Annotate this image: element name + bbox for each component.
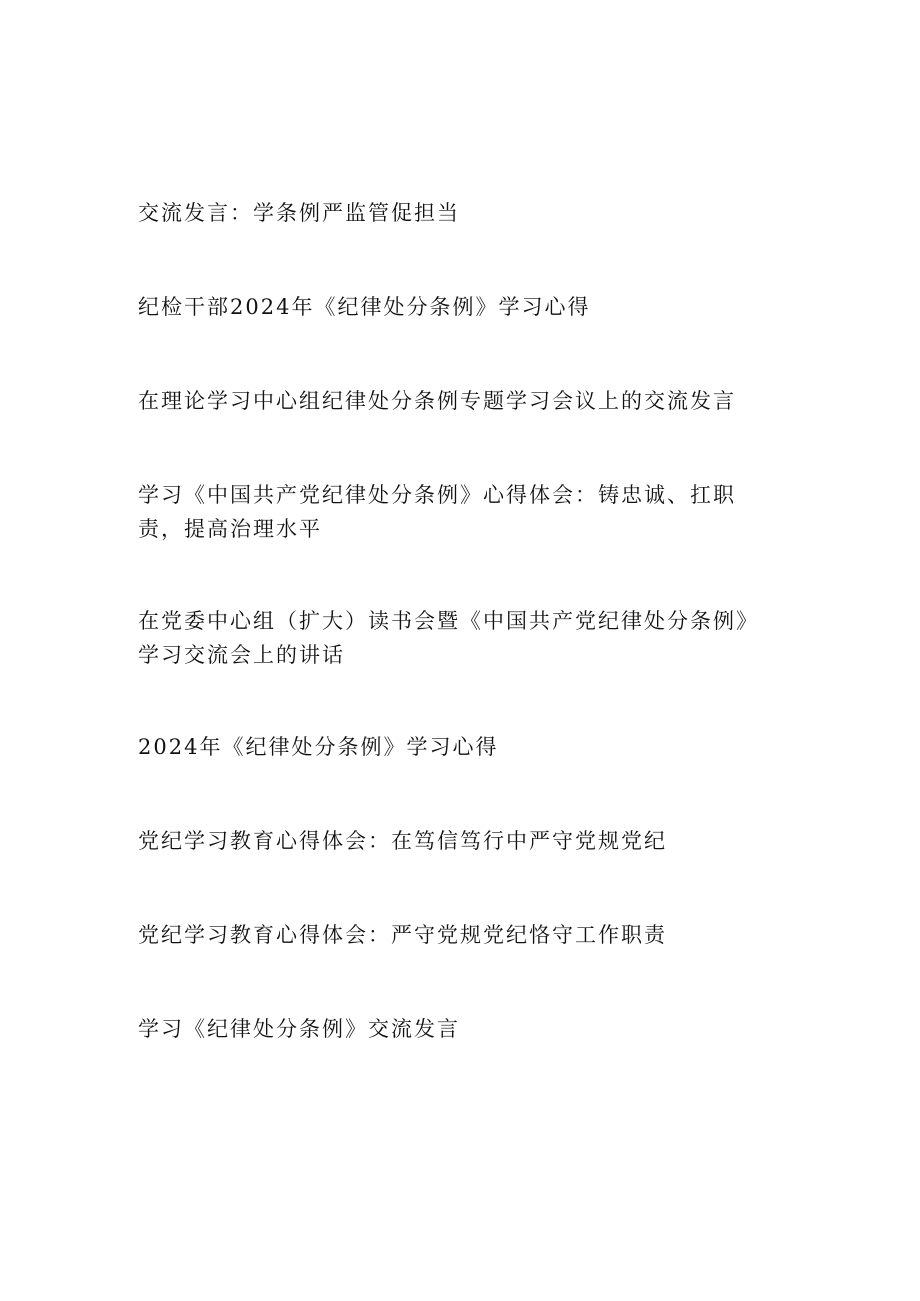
list-item: 2024年《纪律处分条例》学习心得 xyxy=(138,735,499,759)
list-item: 在理论学习中心组纪律处分条例专题学习会议上的交流发言 xyxy=(138,389,736,413)
list-item: 交流发言：学条例严监管促担当 xyxy=(138,201,460,225)
list-item: 学习《中国共产党纪律处分条例》心得体会：铸忠诚、扛职责，提高治理水平 xyxy=(138,483,736,541)
list-item: 学习《纪律处分条例》交流发言 xyxy=(138,1017,460,1041)
list-item: 在党委中心组（扩大）读书会暨《中国共产党纪律处分条例》学习交流会上的讲话 xyxy=(138,609,749,667)
title-list xyxy=(138,196,758,1106)
list-item: 纪检干部2024年《纪律处分条例》学习心得 xyxy=(138,295,591,319)
list-item: 党纪学习教育心得体会：严守党规党纪恪守工作职责 xyxy=(138,923,667,947)
list-item: 党纪学习教育心得体会：在笃信笃行中严守党规党纪 xyxy=(138,829,667,853)
